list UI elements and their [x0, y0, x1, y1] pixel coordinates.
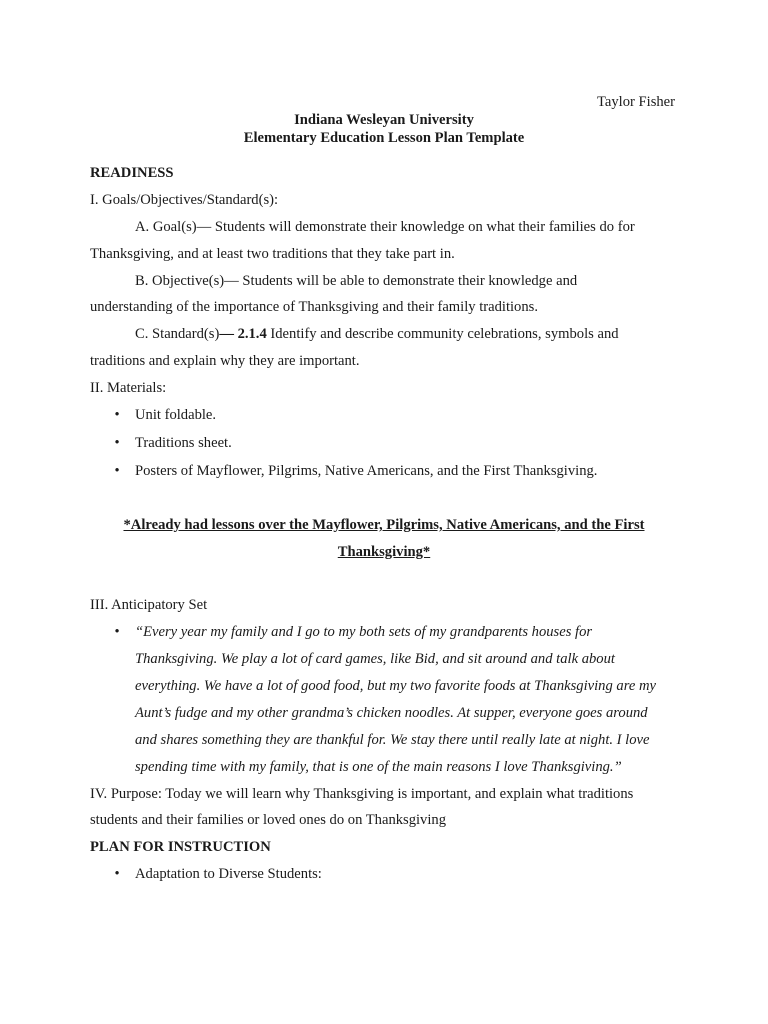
goal-line-1: A. Goal(s)— Students will demonstrate their knowledge on what their families do for — [135, 219, 635, 235]
template-title: Elementary Education Lesson Plan Template — [243, 130, 525, 146]
goal-line-2: Thanksgiving, and at least two traditions that they take part in. — [90, 246, 455, 262]
bullet-icon: • — [114, 624, 120, 640]
instruction-item: Adaptation to Diverse Students: — [135, 866, 322, 882]
bullet-icon: • — [114, 407, 120, 423]
standard-prefix: C. Standard(s) — [135, 326, 220, 342]
objective-line-1: B. Objective(s)— Students will be able to demonstrate their knowledge and — [135, 273, 578, 289]
institution-title: Indiana Wesleyan University — [294, 112, 474, 128]
quote-line: “Every year my family and I go to my both sets of my grandparents houses for — [135, 624, 593, 640]
purpose-line-2: students and their families or loved ones do on Thanksgiving — [90, 812, 447, 828]
quote-line: Thanksgiving. We play a lot of card games, like Bid, and sit around and talk about — [135, 651, 615, 667]
goals-heading: I. Goals/Objectives/Standard(s): — [90, 192, 279, 208]
standard-code: 2.1.4 — [237, 326, 267, 342]
readiness-heading: READINESS — [90, 165, 174, 181]
purpose-line-1: IV. Purpose: Today we will learn why Thanksgiving is important, and explain what traditions — [90, 786, 634, 802]
standard-line-2: traditions and explain why they are important. — [90, 353, 360, 369]
instruction-heading: PLAN FOR INSTRUCTION — [90, 839, 271, 855]
author-name: Taylor Fisher — [597, 94, 676, 110]
quote-line: everything. We have a lot of good food, but my two favorite foods at Thanksgiving are my — [135, 678, 656, 694]
quote-line: Aunt’s fudge and my other grandma’s chicken noodles. At supper, everyone goes around — [135, 705, 648, 721]
prior-lessons-note-line-1: *Already had lessons over the Mayflower, Pilgrims, Native Americans, and the First — [123, 517, 645, 533]
standard-line-1 — [135, 325, 619, 343]
quote-line: spending time with my family, that is one of the main reasons I love Thanksgiving.” — [135, 759, 622, 775]
standard-text: Identify and describe community celebrations, symbols and — [266, 326, 619, 342]
material-item: Unit foldable. — [135, 407, 217, 423]
prior-lessons-note-line-2: Thanksgiving* — [337, 544, 431, 560]
material-item: Posters of Mayflower, Pilgrims, Native Americans, and the First Thanksgiving. — [135, 463, 598, 479]
quote-line: and shares something they are thankful for. We stay there until really late at night. I love — [135, 732, 650, 748]
bullet-icon: • — [114, 866, 120, 882]
standard-dash: — — [219, 326, 238, 342]
anticipatory-heading: III. Anticipatory Set — [90, 597, 208, 613]
bullet-icon: • — [114, 463, 120, 479]
material-item: Traditions sheet. — [135, 435, 232, 451]
bullet-icon: • — [114, 435, 120, 451]
materials-heading: II. Materials: — [90, 380, 167, 396]
objective-line-2: understanding of the importance of Thanksgiving and their family traditions. — [90, 299, 538, 315]
